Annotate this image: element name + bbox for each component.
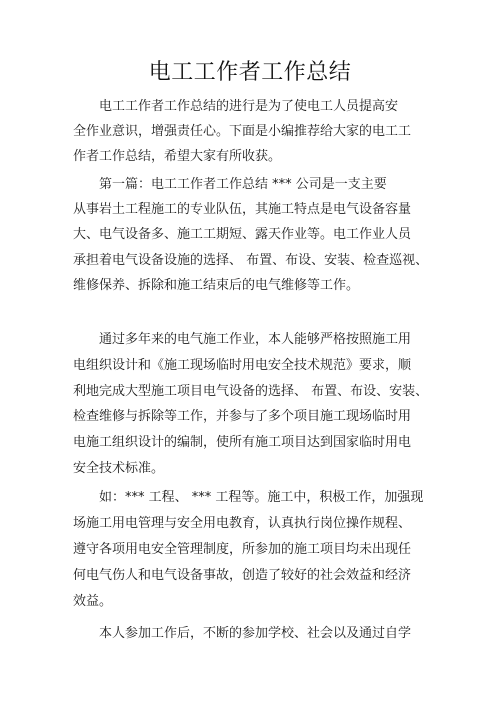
paragraph-line: 如：*** 工程、 *** 工程等。施工中，积极工作，加强现 xyxy=(99,490,424,505)
paragraph-line: 遵守各项用电安全管理制度，所参加的施工项目均未出现任 xyxy=(73,542,412,557)
paragraph-line: 通过多年来的电气施工作业，本人能够严格按照施工用 xyxy=(99,332,412,347)
paragraph-line: 从事岩土工程施工的专业队伍，其施工特点是电气设备容量 xyxy=(73,202,412,217)
paragraph-line: 本人参加工作后，不断的参加学校、社会以及通过自学 xyxy=(99,626,412,641)
paragraph-line: 第一篇：电工工作者工作总结 *** 公司是一支主要 xyxy=(99,177,387,192)
paragraph-line: 电工工作者工作总结的进行是为了使电工人员提高安 xyxy=(99,99,399,114)
paragraph-line: 场施工用电管理与安全用电教育，认真执行岗位操作规程、 xyxy=(73,516,412,531)
paragraph-line: 全作业意识，增强责任心。下面是小编推荐给大家的电工工 xyxy=(73,124,412,139)
paragraph-line: 何电气伤人和电气设备事故，创造了较好的社会效益和经济 xyxy=(73,568,412,583)
paragraph-line: 作者工作总结，希望大家有所收获。 xyxy=(73,149,282,164)
paragraph-line: 安全技术标准。 xyxy=(73,461,165,476)
paragraph-line: 利地完成大型施工项目电气设备的选择、 布置、布设、安装、 xyxy=(73,384,429,399)
paragraph-line: 电组织设计和《施工现场临时用电安全技术规范》要求，顺 xyxy=(73,358,412,373)
paragraph-line: 检查维修与拆除等工作，并参与了多个项目施工现场临时用 xyxy=(73,409,412,424)
paragraph-line: 大、电气设备多、施工工期短、露天作业等。电工作业人员 xyxy=(73,227,412,242)
paragraph-line: 电施工组织设计的编制，使所有施工项目达到国家临时用电 xyxy=(73,435,412,450)
paragraph-line: 效益。 xyxy=(73,594,113,609)
paragraph-line: 承担着电气设备设施的选择、 布置、布设、安装、检查巡视、 xyxy=(73,253,429,268)
paragraph-line: 维修保养、拆除和施工结束后的电气维修等工作。 xyxy=(73,278,360,293)
document-title: 电工工作者工作总结 xyxy=(148,60,352,85)
